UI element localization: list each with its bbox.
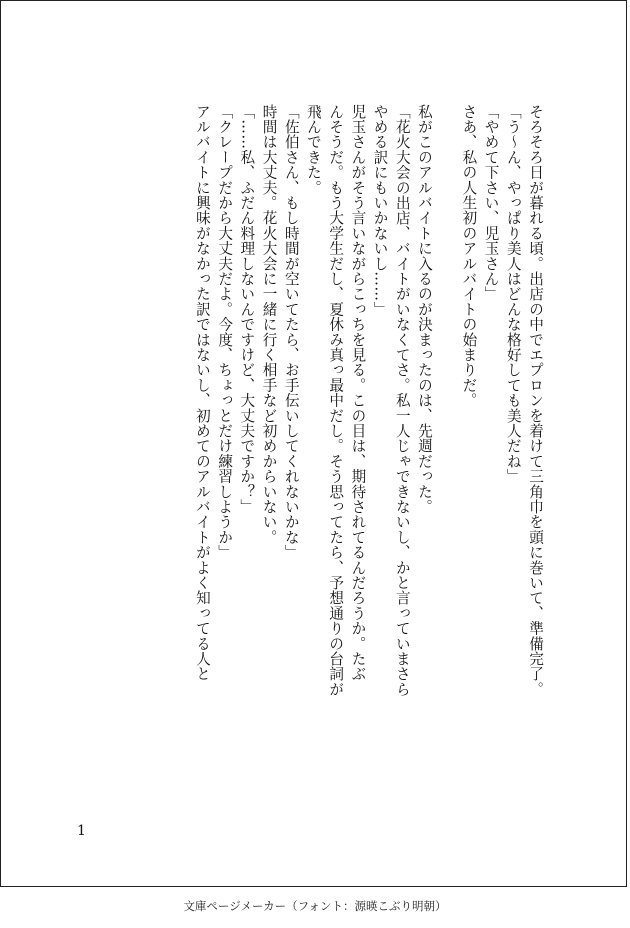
text-line: アルバイトに興味がなかった訳ではないし、初めてのアルバイトがよく知ってる人と bbox=[193, 104, 211, 682]
text-line: 「クレープだから大丈夫だよ。今度、ちょっとだけ練習しようか」 bbox=[216, 104, 234, 560]
text-line: 児玉さんがそう言いながらこっちを見る。この目は、期待されてるんだろうか。たぶ bbox=[349, 104, 367, 682]
text-line: んそうだ。もう大学生だし、夏休み真っ最中だし。そう思ってたら、予想通りの台詞が bbox=[327, 104, 345, 697]
text-line: 飛んできた。 bbox=[304, 104, 322, 196]
text-line: 「やめて下さい、児玉さん」 bbox=[482, 104, 500, 302]
text-line: 「花火大会の出店、バイトがいなくてさ。私一人じゃできないし、かと言っていまさら bbox=[393, 104, 411, 697]
text-line: 時間は大丈夫。花火大会に一緒に行く相手など初めからいない。 bbox=[260, 104, 278, 545]
text-line: さあ、私の人生初のアルバイトの始まりだ。 bbox=[460, 104, 478, 408]
text-line: 「……私、ふだん料理しないんですけど、大丈夫ですか？」 bbox=[238, 104, 256, 515]
text-line: やめる訳にもいかないし……」 bbox=[371, 104, 389, 317]
text-line: 「う〜ん、やっぱり美人はどんな格好しても美人だね」 bbox=[504, 104, 522, 484]
text-line: 「佐伯さん、もし時間が空いてたら、お手伝いしてくれないかな」 bbox=[282, 104, 300, 560]
text-line: そろそろ日が暮れる頃。出店の中でエプロンを着けて三角巾を頭に巻いて、準備完了。 bbox=[527, 104, 544, 697]
page-number: 1 bbox=[77, 823, 86, 839]
footer-caption: 文庫ページメーカー（フォント：源暎こぶり明朝） bbox=[183, 899, 447, 913]
text-line: 私がこのアルバイトに入るのが決まったのは、先週だった。 bbox=[415, 104, 433, 515]
vertical-body-text bbox=[191, 104, 546, 804]
blank-line bbox=[435, 104, 457, 804]
